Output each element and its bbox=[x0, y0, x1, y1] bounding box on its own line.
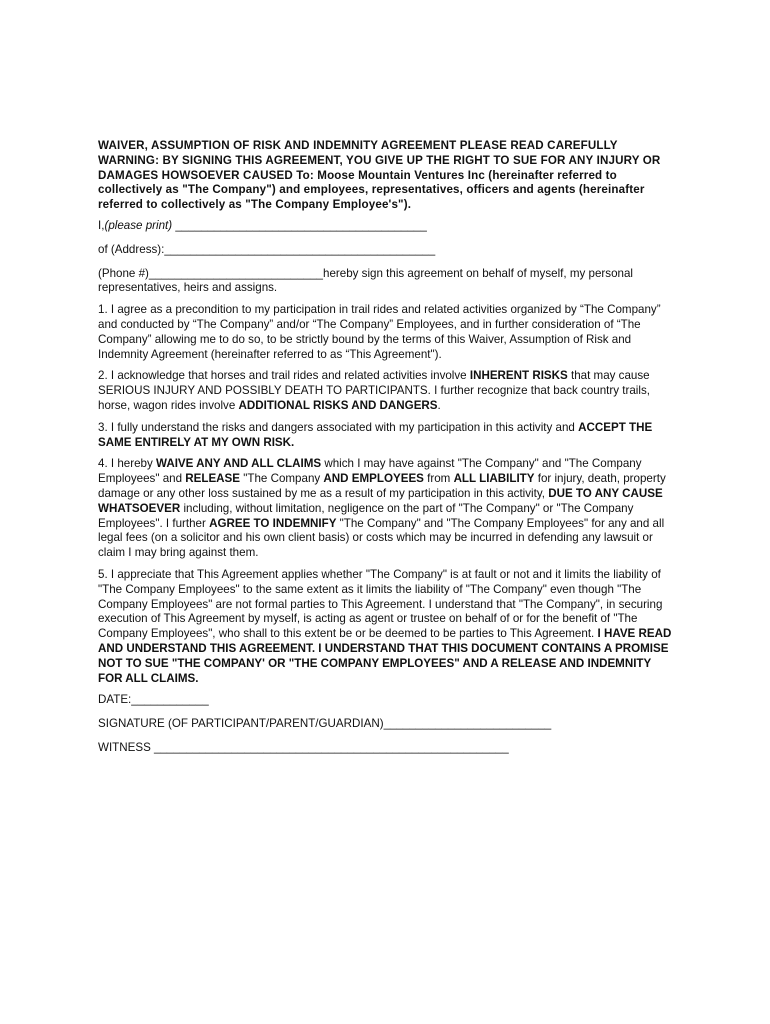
emphasis: ADDITIONAL RISKS AND DANGERS bbox=[238, 398, 438, 412]
emphasis: INHERENT RISKS bbox=[469, 369, 568, 383]
emphasis: WAIVE ANY AND ALL CLAIMS bbox=[156, 457, 322, 471]
name-prefix: I, bbox=[98, 218, 105, 232]
clause-3: 3. I fully understand the risks and dangers associated with my participation in this activity and ACCEPT THE SAME ENTIRELY AT MY OWN RISK. bbox=[98, 420, 653, 449]
emphasis: AGREE TO INDEMNIFY bbox=[209, 516, 337, 530]
emphasis: DUE TO ANY CAUSE WHATSOEVER bbox=[98, 486, 663, 515]
witness-line: WITNESS _______________________________________________________ bbox=[98, 740, 509, 754]
document-body bbox=[98, 139, 672, 765]
clause-4: 4. I hereby WAIVE ANY AND ALL CLAIMS which I may have against "The Company" and "The Company Employees" and RELEASE "The Company AND EMPLOYEES from ALL LIABILITY for injury, death, property damage or any other loss sustained by me as a result of my participation in this activity, DUE TO ANY CAUSE WHATSOEVER including, without limitation, negligence on the part of "The Company" or "The Company Employees". I further AGREE TO INDEMNIFY "The Company" and "The Company Employees" for any and all legal fees (on a solicitor and his own client basis) or costs which may be incurred in defending any lawsuit or claim I may bring against them. bbox=[98, 457, 666, 560]
emphasis: AND EMPLOYEES bbox=[323, 472, 424, 486]
emphasis: ALL LIABILITY bbox=[453, 472, 535, 486]
phone-line: (Phone #)___________________________hereby sign this agreement on behalf of myself, my personal representatives, heirs and assigns. bbox=[98, 266, 633, 295]
clause-5: 5. I appreciate that This Agreement applies whether "The Company" is at fault or not and it limits the liability of "The Company Employees" to the same extent as it limits the liability of "The Company" even though "The Company Employees" are not formal parties to This Agreement. I understand that "The Company", in securing execution of This Agreement by myself, is acting as agent or trustee on behalf of or for the benefit of "The Company Employees", who shall to this extent be or be deemed to be parties to This Agreement. I HAVE READ AND UNDERSTAND THIS AGREEMENT. I UNDERSTAND THAT THIS DOCUMENT CONTAINS A PROMISE NOT TO SUE "THE COMPANY' OR "THE COMPANY EMPLOYEES" AND A RELEASE AND INDEMNITY FOR ALL CLAIMS. bbox=[98, 567, 672, 685]
clause-1: 1. I agree as a precondition to my participation in trail rides and related activities organized by “The Company” and conducted by “The Company” and/or “The Company” Employees, and in further consideration of “The Company” allowing me to do so, to be strictly bound by the terms of this Waiver, Assumption of Risk and Indemnity Agreement (hereinafter referred to as “This Agreement"). bbox=[98, 303, 661, 361]
name-hint: (please print) bbox=[104, 218, 173, 232]
name-blank: _______________________________________ bbox=[172, 218, 427, 232]
emphasis: I HAVE READ AND UNDERSTAND THIS AGREEMENT. I UNDERSTAND THAT THIS DOCUMENT CONTAINS A PROMISE NOT TO SUE "THE COMPANY' OR "THE COMPANY EMPLOYEES" AND A RELEASE AND INDEMNITY FOR ALL CLAIMS. bbox=[98, 627, 672, 685]
date-line: DATE:____________ bbox=[98, 693, 209, 707]
name-line bbox=[98, 219, 672, 234]
document-heading: WAIVER, ASSUMPTION OF RISK AND INDEMNITY AGREEMENT PLEASE READ CAREFULLY WARNING: BY SIGNING THIS AGREEMENT, YOU GIVE UP THE RIGHT TO SUE FOR ANY INJURY OR DAMAGES HOWSOEVER CAUSED To: Moose Mountain Ventures Inc (hereinafter referred to collectively as "The Company") and employees, representatives, officers and agents (hereinafter referred to collectively as "The Company Employee's"). bbox=[98, 139, 661, 212]
emphasis: ACCEPT THE SAME ENTIRELY AT MY OWN RISK. bbox=[98, 420, 653, 449]
signature-line: SIGNATURE (OF PARTICIPANT/PARENT/GUARDIAN)__________________________ bbox=[98, 717, 552, 731]
address-line: of (Address):__________________________________________ bbox=[98, 242, 436, 256]
emphasis: RELEASE bbox=[185, 472, 241, 486]
clause-2: 2. I acknowledge that horses and trail rides and related activities involve INHERENT RISKS that may cause SERIOUS INJURY AND POSSIBLY DEATH TO PARTICIPANTS. I further recognize that back country trails, horse, wagon rides involve ADDITIONAL RISKS AND DANGERS. bbox=[98, 369, 650, 412]
